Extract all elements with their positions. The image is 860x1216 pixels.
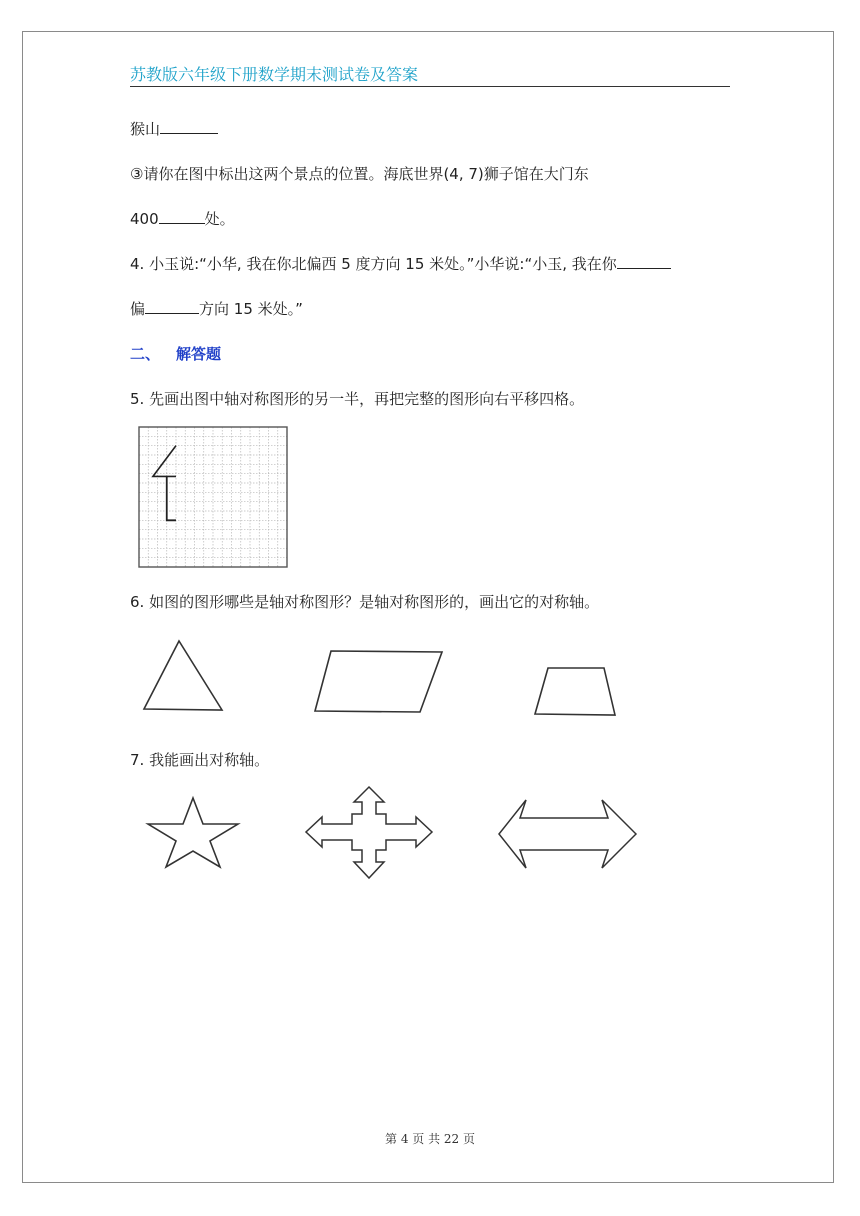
line-lion-house [130, 208, 235, 229]
answer-blank[interactable] [145, 299, 199, 314]
page-header-title: 苏教版六年级下册数学期末测试卷及答案 [130, 65, 419, 84]
section-title: 解答题 [176, 345, 222, 363]
position-suffix: 处。 [204, 210, 235, 228]
monkey-hill-label: 猴山 [130, 120, 161, 138]
distance-text: 400 [130, 210, 159, 228]
page-footer: 第 4 页 共 22 页 [385, 1132, 475, 1146]
question-4-text: 4. 小玉说:“小华, 我在你北偏西 5 度方向 15 米处。”小华说:“小玉, 我在你 [130, 255, 617, 273]
trapezoid-shape-icon [532, 664, 618, 718]
section-number: 二、 [130, 345, 161, 363]
question-4-line-a [130, 253, 671, 274]
question-4-line-b [130, 298, 303, 319]
double-arrow-shape-icon [496, 796, 640, 872]
triangle-shape-icon [140, 636, 230, 716]
header-rule [130, 86, 730, 87]
answer-blank[interactable] [160, 119, 218, 134]
direction-suffix: 方向 15 米处。” [199, 300, 303, 318]
line-monkey-hill [130, 118, 218, 139]
question-6: 6. 如图的图形哪些是轴对称图形？是轴对称图形的，画出它的对称轴。 [130, 593, 600, 611]
section-heading [130, 343, 221, 364]
cross-arrow-shape-icon [302, 784, 436, 882]
parallelogram-shape-icon [312, 646, 446, 716]
star-shape-icon [144, 794, 242, 870]
grid-figure-icon [138, 426, 288, 568]
answer-blank[interactable] [617, 254, 671, 269]
question-5: 5. 先画出图中轴对称图形的另一半，再把完整的图形向右平移四格。 [130, 390, 585, 408]
answer-blank[interactable] [159, 209, 205, 224]
question-7: 7. 我能画出对称轴。 [130, 751, 270, 769]
direction-prefix: 偏 [130, 300, 146, 318]
line-instruction-3: ③请你在图中标出这两个景点的位置。海底世界(4, 7)狮子馆在大门东 [130, 165, 589, 183]
